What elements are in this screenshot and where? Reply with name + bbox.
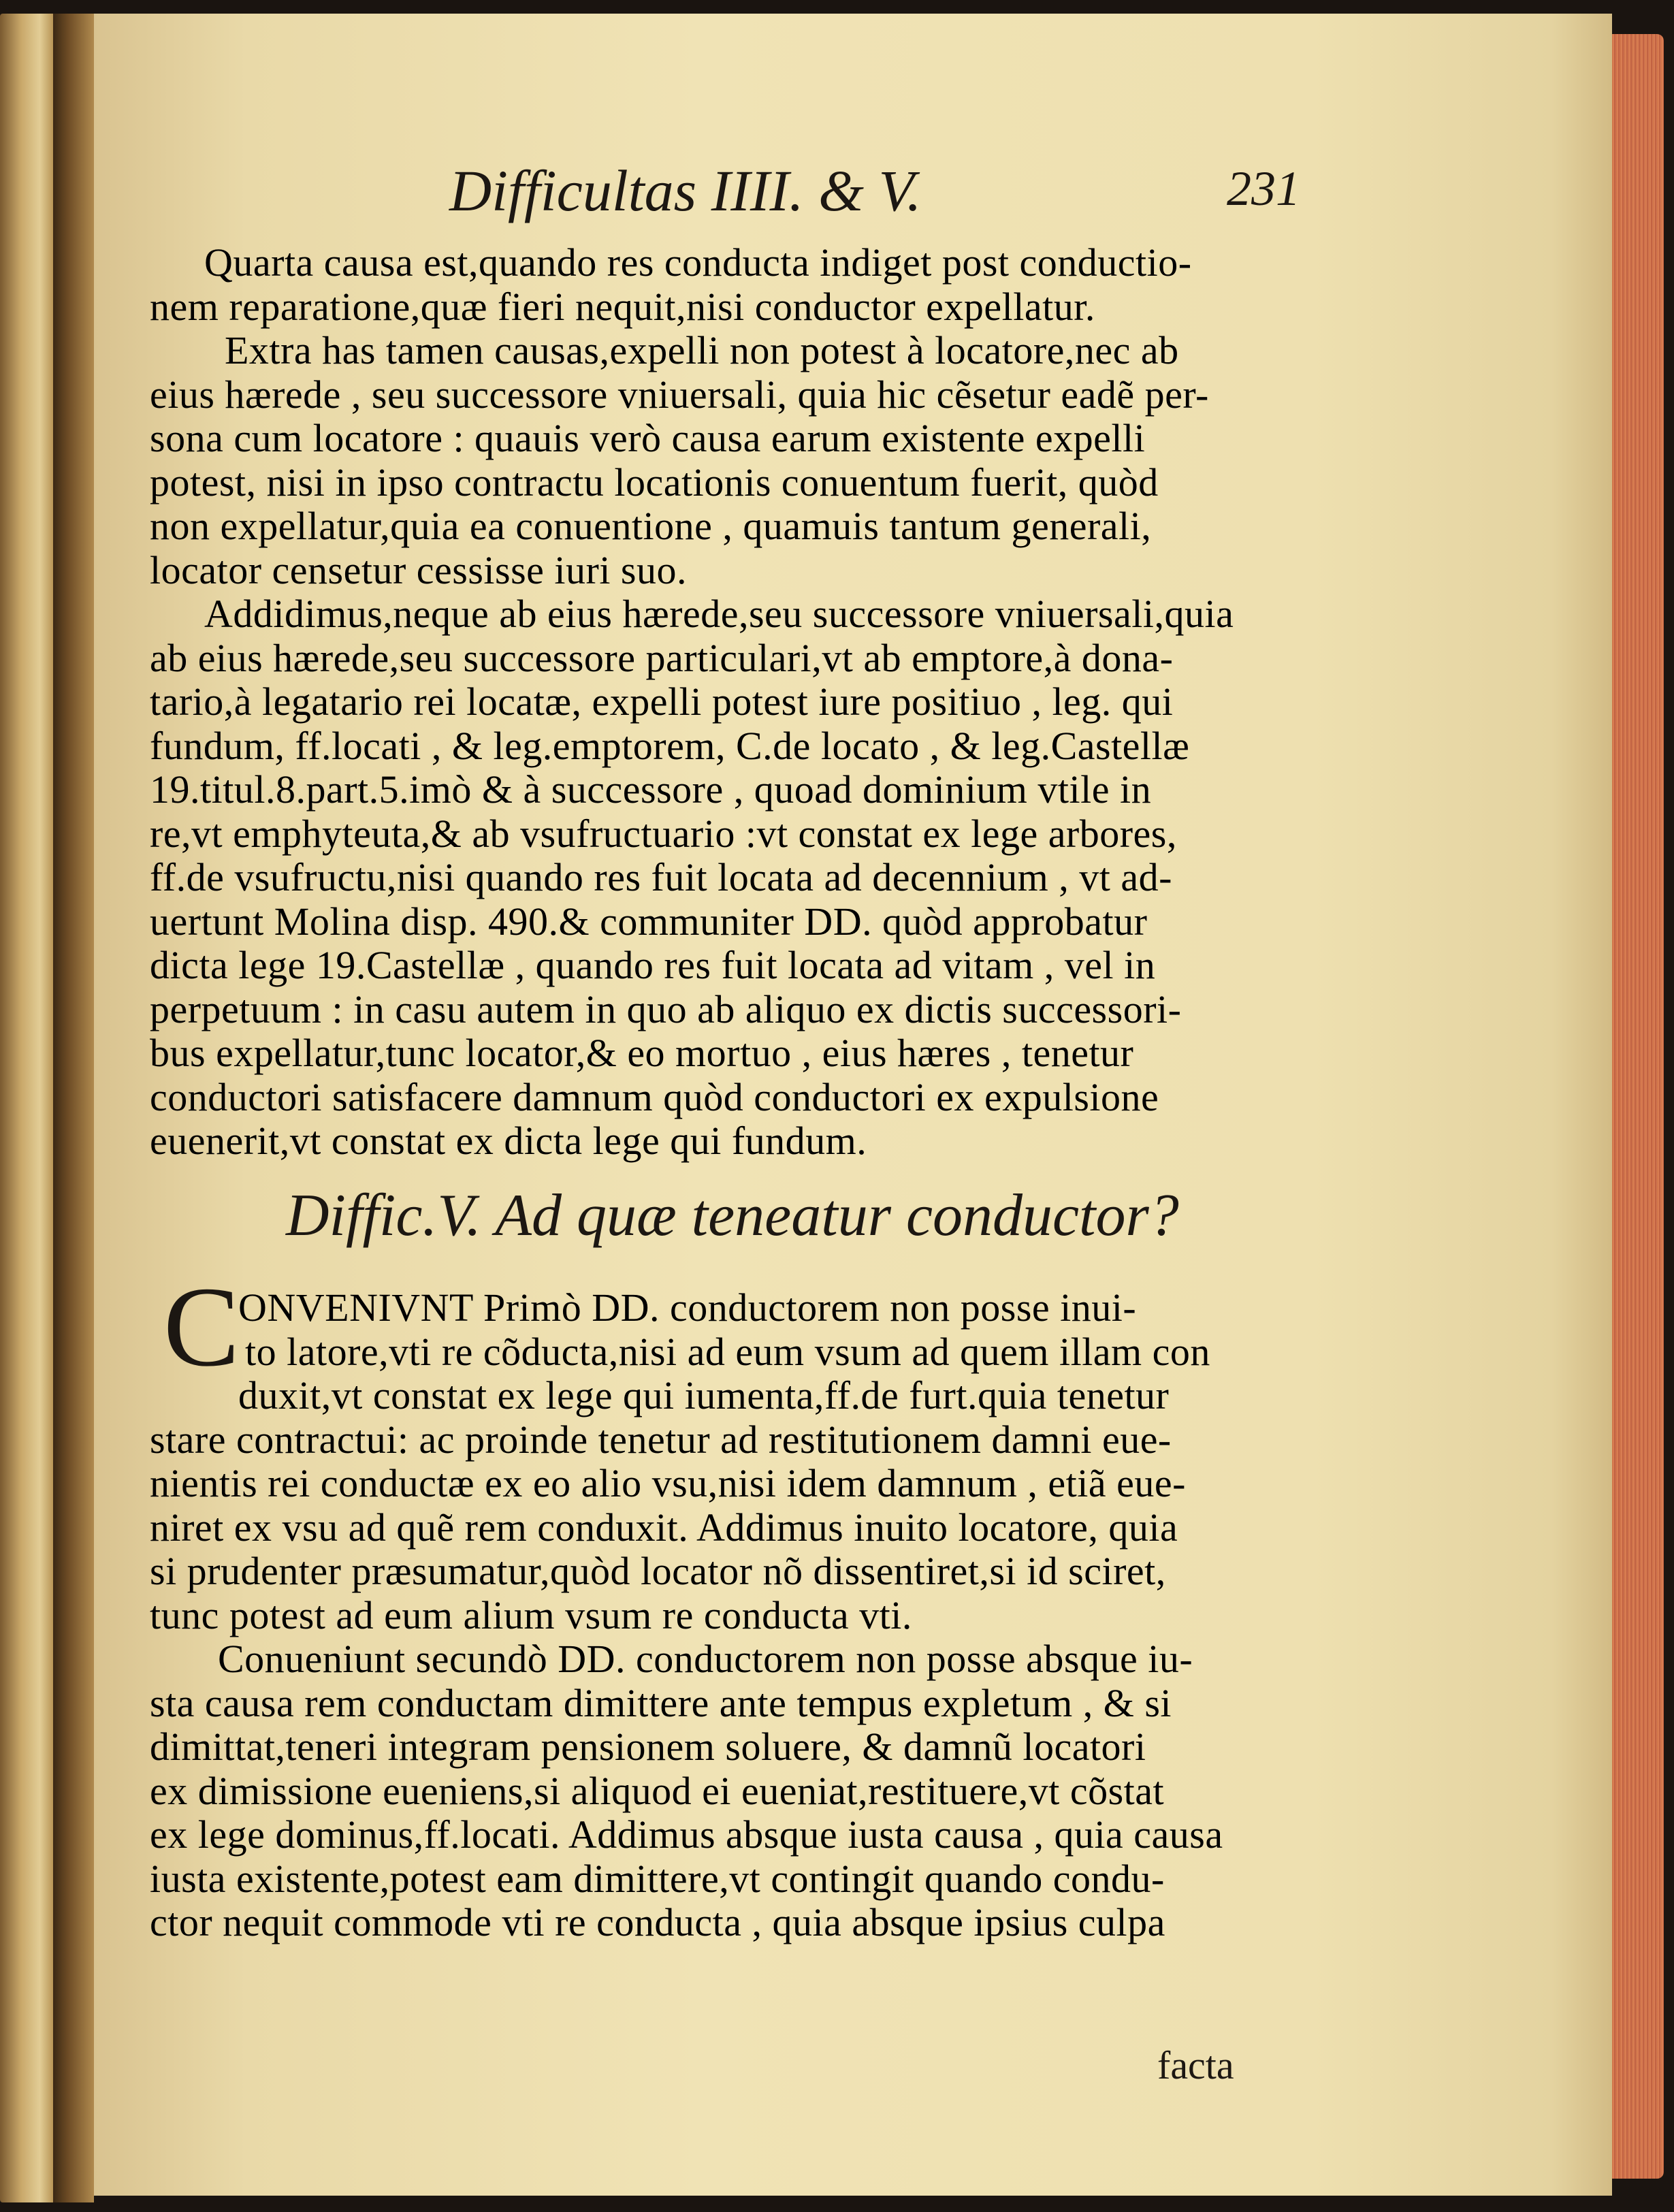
page-number: 231: [1227, 161, 1300, 216]
text-line: to latore,vti re cõducta,nisi ad eum vsum ad quem illam con: [245, 1329, 1210, 1374]
text-line: Quarta causa est,quando res conducta indiget post conductio-: [204, 240, 1192, 285]
text-line: fundum, ff.locati , & leg.emptorem, C.de locato , & leg.Castellæ: [150, 723, 1190, 768]
text-line: nientis rei conductæ ex eo alio vsu,nisi idem damnum , etiã eue-: [150, 1461, 1186, 1505]
text-line: duxit,vt constat ex lege qui iumenta,ff.de furt.quia tenetur: [238, 1373, 1170, 1417]
text-line: euenerit,vt constat ex dicta lege qui fundum.: [150, 1119, 867, 1163]
text-line: re,vt emphyteuta,& ab vsufructuario :vt constat ex lege arbores,: [150, 811, 1177, 856]
text-line: Addidimus,neque ab eius hærede,seu successore vniuersali,quia: [204, 592, 1234, 636]
text-line: eius hærede , seu successore vniuersali, quia hic cẽsetur eadẽ per-: [150, 372, 1209, 417]
text-line: conductori satisfacere damnum quòd conductori ex expulsione: [150, 1074, 1159, 1119]
text-line: stare contractui: ac proinde tenetur ad restitutionem damni eue-: [150, 1417, 1172, 1462]
text-line: iusta existente,potest eam dimittere,vt contingit quando condu-: [150, 1856, 1165, 1901]
text-line: tario,à legatario rei locatæ, expelli potest iure positiuo , leg. qui: [150, 679, 1174, 724]
text-line: ONVENIVNT Primò DD. conductorem non posse inui-: [238, 1285, 1137, 1330]
text-line: ab eius hærede,seu successore particulari,vt ab emptore,à dona-: [150, 635, 1174, 680]
text-line: sona cum locatore : quauis verò causa earum existente expelli: [150, 416, 1146, 460]
text-line: ex dimissione eueniens,si aliquod ei eueniat,restituere,vt cõstat: [150, 1768, 1165, 1813]
text-line: non expellatur,quia ea conuentione , quamuis tantum generali,: [150, 504, 1152, 548]
text-line: ex lege dominus,ff.locati. Addimus absque iusta causa , quia causa: [150, 1812, 1223, 1857]
text-line: Extra has tamen causas,expelli non potest à locatore,nec ab: [225, 328, 1179, 372]
text-line: dimittat,teneri integram pensionem soluere, & damnũ locatori: [150, 1725, 1146, 1769]
text-line: ctor nequit commode vti re conducta , quia absque ipsius culpa: [150, 1900, 1165, 1944]
text-line: uertunt Molina disp. 490.& communiter DD. quòd approbatur: [150, 899, 1148, 944]
text-line: sta causa rem conductam dimittere ante tempus expletum , & si: [150, 1680, 1172, 1725]
text-line: nem reparatione,quæ fieri nequit,nisi conductor expellatur.: [150, 284, 1095, 329]
running-head-title: Difficultas IIII. & V.: [449, 158, 922, 223]
text-line: 19.titul.8.part.5.imò & à successore , quoad dominium vtile in: [150, 767, 1152, 812]
book-gutter: [53, 14, 94, 2202]
text-line: tunc potest ad eum alium vsum re conducta vti.: [150, 1592, 912, 1637]
text-line: bus expellatur,tunc locator,& eo mortuo , eius hæres , tenetur: [150, 1031, 1134, 1075]
text-line: perpetuum : in casu autem in quo ab aliquo ex dictis successori-: [150, 987, 1182, 1031]
text-line: niret ex vsu ad quẽ rem conduxit. Addimus inuito locatore, quia: [150, 1505, 1178, 1550]
running-head: [449, 157, 1300, 231]
catchword: facta: [1157, 2043, 1234, 2087]
text-line: si prudenter præsumatur,quòd locator nõ dissentiret,si id sciret,: [150, 1549, 1166, 1593]
text-line: potest, nisi in ipso contractu locationis conuentum fuerit, quòd: [150, 460, 1159, 504]
text-line: locator censetur cessisse iuri suo.: [150, 547, 688, 592]
section-2-heading: Diffic.V. Ad quæ teneatur conductor?: [286, 1183, 1179, 1249]
text-line: Conueniunt secundò DD. conductorem non posse absque iu-: [218, 1637, 1193, 1681]
text-line: dicta lege 19.Castellæ , quando res fuit locata ad vitam , vel in: [150, 943, 1156, 987]
fore-edge: [1612, 34, 1664, 2179]
text-line: ff.de vsufructu,nisi quando res fuit locata ad decennium , vt ad-: [150, 855, 1172, 899]
drop-cap: C: [163, 1264, 240, 1390]
left-page-edge: [0, 14, 53, 2202]
